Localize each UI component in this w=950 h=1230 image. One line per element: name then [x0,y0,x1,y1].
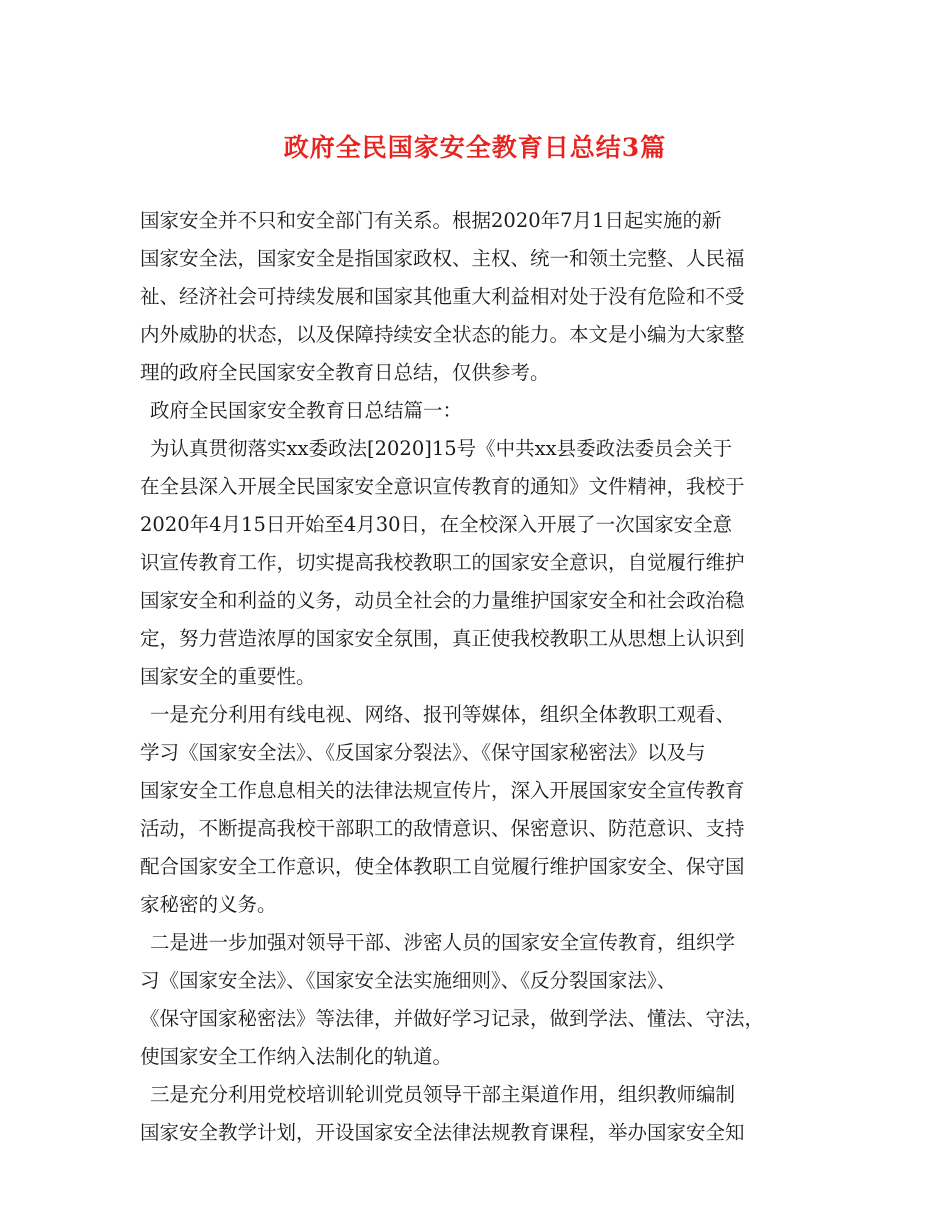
paragraph-line: 配合国家安全工作意识，使全体教职工自觉履行维护国家安全、保守国 [140,855,745,878]
paragraph-line: 《保守国家秘密法》等法律，并做好学习记录，做到学法、懂法、守法， [140,1007,765,1030]
paragraph-line: 国家安全法，国家安全是指国家政权、主权、统一和领土完整、人民福 [140,247,745,270]
paragraph-line: 学习《国家安全法》、《反国家分裂法》、《保守国家秘密法》以及与 [140,741,706,764]
document-body [140,202,830,1152]
paragraph-line: 三是充分利用党校培训轮训党员领导干部主渠道作用，组织教师编制 [150,1083,736,1106]
paragraph-line: 2020年4月15日开始至4月30日，在全校深入开展了一次国家安全意 [140,513,733,536]
paragraph-line: 祉、经济社会可持续发展和国家其他重大利益相对处于没有危险和不受 [140,285,745,308]
document-title: 政府全民国家安全教育日总结3篇 [283,133,667,162]
paragraph-line: 使国家安全工作纳入法制化的轨道。 [140,1045,453,1068]
paragraph-line: 习《国家安全法》、《国家安全法实施细则》、《反分裂国家法》、 [140,969,677,992]
paragraph-line: 一是充分利用有线电视、网络、报刊等媒体，组织全体教职工观看、 [150,703,736,726]
paragraph-line: 为认真贯彻落实xx委政法[2020]15号《中共xx县委政法委员会关于 [150,437,733,460]
paragraph-line: 国家安全工作息息相关的法律法规宣传片，深入开展国家安全宣传教育 [140,779,745,802]
paragraph-line: 内外威胁的状态，以及保障持续安全状态的能力。本文是小编为大家整 [140,323,745,346]
paragraph-line: 定，努力营造浓厚的国家安全氛围，真正使我校教职工从思想上认识到 [140,627,745,650]
paragraph-line: 国家安全的重要性。 [140,665,316,688]
section-heading: 政府全民国家安全教育日总结篇一： [150,399,463,422]
paragraph-line: 二是进一步加强对领导干部、涉密人员的国家安全宣传教育，组织学 [150,931,736,954]
paragraph-line: 在全县深入开展全民国家安全意识宣传教育的通知》文件精神，我校于 [140,475,745,498]
paragraph-line: 家秘密的义务。 [140,893,277,916]
paragraph-line: 识宣传教育工作，切实提高我校教职工的国家安全意识，自觉履行维护 [140,551,745,574]
paragraph-line: 理的政府全民国家安全教育日总结，仅供参考。 [140,361,550,384]
paragraph-line: 国家安全教学计划，开设国家安全法律法规教育课程，举办国家安全知 [140,1121,745,1144]
paragraph-line: 国家安全和利益的义务，动员全社会的力量维护国家安全和社会政治稳 [140,589,745,612]
paragraph-line: 国家安全并不只和安全部门有关系。根据2020年7月1日起实施的新 [140,209,722,232]
paragraph-line: 活动，不断提高我校干部职工的敌情意识、保密意识、防范意识、支持 [140,817,745,840]
